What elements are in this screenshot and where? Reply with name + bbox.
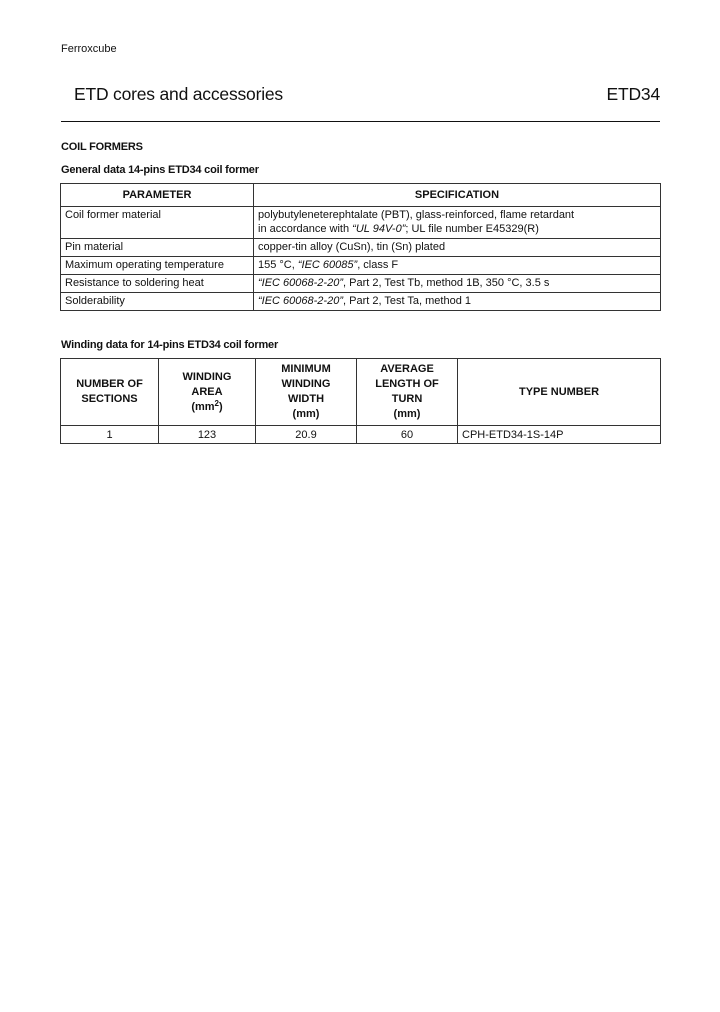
document-title: ETD cores and accessories [74, 84, 283, 104]
header-unit-close: ) [219, 400, 223, 413]
table-header-row [61, 184, 661, 207]
winding-width-cell: 20.9 [256, 426, 357, 444]
header-line: TURN [391, 393, 423, 405]
header-line: (mm) [393, 408, 421, 420]
table-row [61, 426, 661, 444]
header-line: SECTIONS [81, 393, 138, 405]
specification-header: SPECIFICATION [254, 184, 661, 207]
type-number-cell: CPH-ETD34-1S-14P [458, 426, 661, 444]
winding-width-header [256, 359, 357, 426]
spec-standard: “IEC 60085” [297, 259, 358, 271]
header-line: LENGTH OF [375, 378, 439, 390]
header-line: WIDTH [287, 393, 325, 405]
part-number: ETD34 [606, 84, 660, 104]
table-row [61, 257, 661, 275]
spec-text: ; UL file number E45329(R) [405, 223, 539, 235]
winding-data-table [60, 358, 661, 444]
sections-header [61, 359, 159, 426]
general-data-heading: General data 14-pins ETD34 coil former [61, 164, 259, 176]
winding-data-heading: Winding data for 14-pins ETD34 coil former [61, 339, 279, 351]
table-row [61, 207, 661, 239]
turn-length-cell: 60 [357, 426, 458, 444]
spec-text: , Part 2, Test Ta, method 1 [343, 295, 471, 307]
parameter-cell: Maximum operating temperature [61, 257, 254, 275]
turn-length-header [357, 359, 458, 426]
winding-area-header [159, 359, 256, 426]
parameter-cell: Coil former material [61, 207, 254, 239]
header-rule [61, 121, 660, 122]
specification-cell: copper-tin alloy (CuSn), tin (Sn) plated [254, 239, 661, 257]
specification-cell [254, 275, 661, 293]
section-heading: COIL FORMERS [61, 141, 143, 153]
parameter-cell: Pin material [61, 239, 254, 257]
company-name: Ferroxcube [61, 43, 117, 55]
spec-standard: “IEC 60068-2-20” [258, 277, 343, 289]
table-header-row [61, 359, 661, 426]
header-unit: (mm [191, 400, 215, 413]
header-line: WINDING [281, 378, 331, 390]
spec-text: , Part 2, Test Tb, method 1B, 350 °C, 3.5 s [343, 277, 550, 289]
specification-cell [254, 207, 661, 239]
spec-text: polybutyleneterephtalate (PBT), glass-reinforced, flame retardant [258, 209, 575, 221]
specification-cell [254, 257, 661, 275]
spec-text: 155 °C, [258, 259, 298, 271]
specification-cell [254, 293, 661, 311]
parameter-cell: Solderability [61, 293, 254, 311]
winding-area-cell: 123 [159, 426, 256, 444]
parameter-header: PARAMETER [61, 184, 254, 207]
spec-standard: “UL 94V-0” [352, 223, 406, 235]
header-line: AREA [191, 385, 223, 398]
type-number-header: TYPE NUMBER [458, 359, 661, 426]
table-row [61, 275, 661, 293]
table-row [61, 239, 661, 257]
spec-text: in accordance with [258, 223, 353, 235]
header-line: NUMBER OF [76, 378, 143, 390]
header-line: (mm) [292, 408, 320, 420]
spec-text: , class F [357, 259, 399, 271]
parameter-cell: Resistance to soldering heat [61, 275, 254, 293]
table-row [61, 293, 661, 311]
header-superscript: 2 [214, 398, 219, 408]
header-line: AVERAGE [380, 363, 434, 375]
sections-cell: 1 [61, 426, 159, 444]
header-line: WINDING [182, 370, 232, 383]
general-data-table [60, 183, 661, 311]
header-line: MINIMUM [281, 363, 331, 375]
spec-standard: “IEC 60068-2-20” [258, 295, 343, 307]
